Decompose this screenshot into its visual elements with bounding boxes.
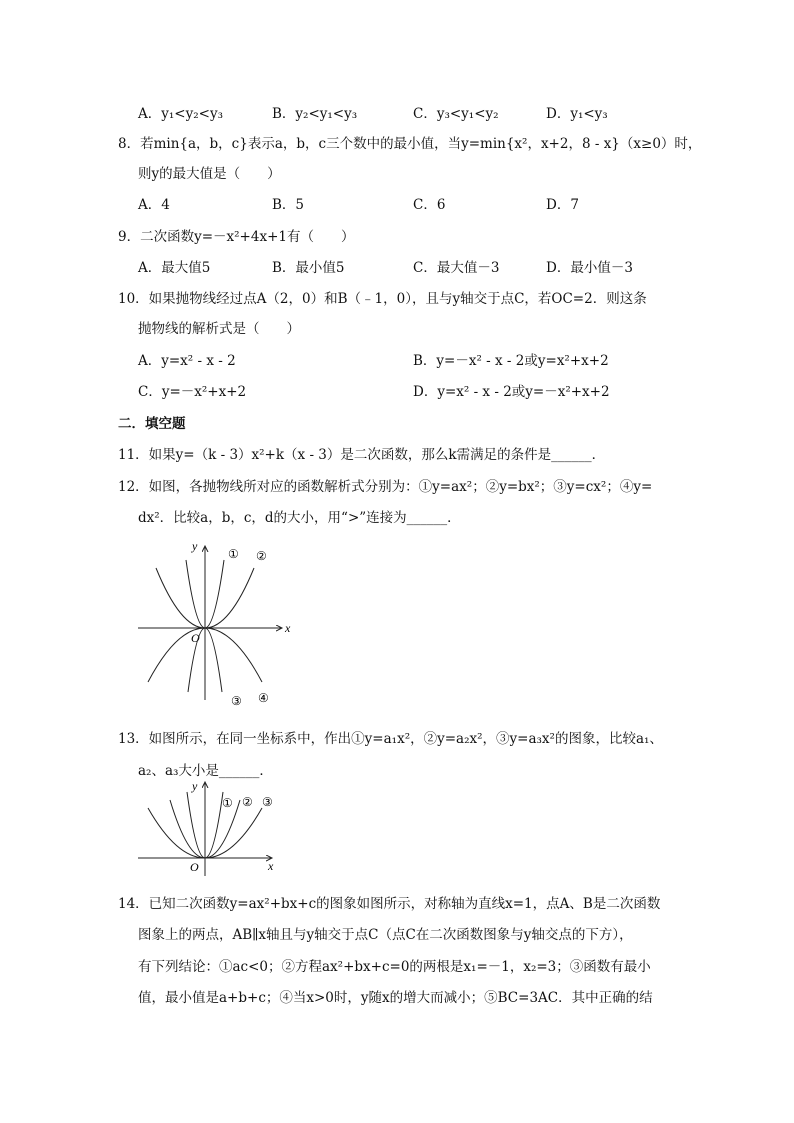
- q12-y-label: y: [192, 539, 198, 553]
- q14-stem-line3: 有下列结论：①ac<0；②方程ax²+bx+c=0的两根是x₁=－1，x₂=3；③函数有最小: [138, 959, 651, 975]
- q7-option-c: C．y₃<y₁<y₂: [413, 106, 499, 122]
- q7-option-d: D．y₁<y₃: [546, 106, 608, 122]
- q8-stem-line2: 则y的最大值是（ ）: [138, 166, 281, 182]
- q12-curve-label-2: ②: [256, 549, 267, 563]
- q10-option-d: D．y=x² - x - 2或y=－x²+x+2: [413, 384, 610, 400]
- section-heading-fill-in: 二．填空题: [118, 416, 186, 432]
- q13-y-label: y: [192, 779, 198, 793]
- q12-curve-label-4: ④: [258, 691, 269, 705]
- q12-stem-line2: dx²．比较a，b，c，d的大小，用“>”连接为______．: [138, 510, 461, 526]
- q7-option-b: B．y₂<y₁<y₃: [272, 106, 358, 122]
- q8-stem-line1: 8．若min{a，b，c}表示a，b，c三个数中的最小值，当y=min{x²，x+2，8 - x}（x≥0）时，: [118, 136, 702, 152]
- q13-stem-line1: 13．如图所示，在同一坐标系中，作出①y=a₁x²，②y=a₂x²，③y=a₃x²的图象，比较a₁、: [118, 731, 663, 747]
- q13-x-label: x: [268, 859, 274, 873]
- q13-curve-label-3: ③: [262, 795, 273, 809]
- q14-stem-line1: 14．已知二次函数y=ax²+bx+c的图象如图所示，对称轴为直线x=1，点A、B是二次函数: [118, 896, 661, 912]
- q13-curve-label-2: ②: [242, 795, 253, 809]
- q13-curve-label-1: ①: [222, 796, 233, 810]
- q10-option-b: B．y=－x² - x - 2或y=x²+x+2: [413, 353, 609, 369]
- q12-x-label: x: [285, 621, 291, 635]
- q12-origin-label: O: [191, 631, 200, 645]
- q8-option-b: B．5: [272, 197, 305, 213]
- q12-curve-label-1: ①: [228, 547, 239, 561]
- q10-option-a: A．y=x² - x - 2: [138, 353, 236, 369]
- q14-stem-line4: 值，最小值是a+b+c；④当x>0时，y随x的增大而减小；⑤BC=3AC．其中正确的结: [138, 990, 653, 1006]
- q8-option-a: A．4: [138, 197, 170, 213]
- q13-parabola-figure: [130, 775, 290, 880]
- q8-option-d: D．7: [546, 197, 579, 213]
- q12-parabola-figure: [130, 535, 300, 710]
- q9-option-b: B．最小值5: [272, 260, 345, 276]
- q9-option-a: A．最大值5: [138, 260, 211, 276]
- q12-stem-line1: 12．如图，各抛物线所对应的函数解析式分别为：①y=ax²；②y=bx²；③y=cx²；④y=: [118, 479, 653, 495]
- q13-stem-line2: a₂、a₃大小是______．: [138, 763, 273, 779]
- q10-option-c: C．y=－x²+x+2: [138, 384, 247, 400]
- q12-curve-label-3: ③: [231, 694, 242, 708]
- q9-option-c: C．最大值－3: [413, 260, 500, 276]
- q9-option-d: D．最小值－3: [546, 260, 633, 276]
- q13-origin-label: O: [190, 860, 199, 874]
- q10-stem-line2: 抛物线的解析式是（ ）: [138, 321, 300, 337]
- q8-option-c: C．6: [413, 197, 446, 213]
- q14-stem-line2: 图象上的两点，AB∥x轴且与y轴交于点C（点C在二次函数图象与y轴交点的下方），: [138, 927, 633, 943]
- q10-stem-line1: 10．如果抛物线经过点A（2，0）和B（﹣1，0），且与y轴交于点C，若OC=2．则这条: [118, 291, 647, 307]
- q9-stem: 9．二次函数y=－x²+4x+1有（ ）: [118, 229, 355, 245]
- q7-option-a: A．y₁<y₂<y₃: [138, 106, 223, 122]
- q11-stem: 11．如果y=（k - 3）x²+k（x - 3）是二次函数，那么k需满足的条件是______．: [118, 447, 606, 463]
